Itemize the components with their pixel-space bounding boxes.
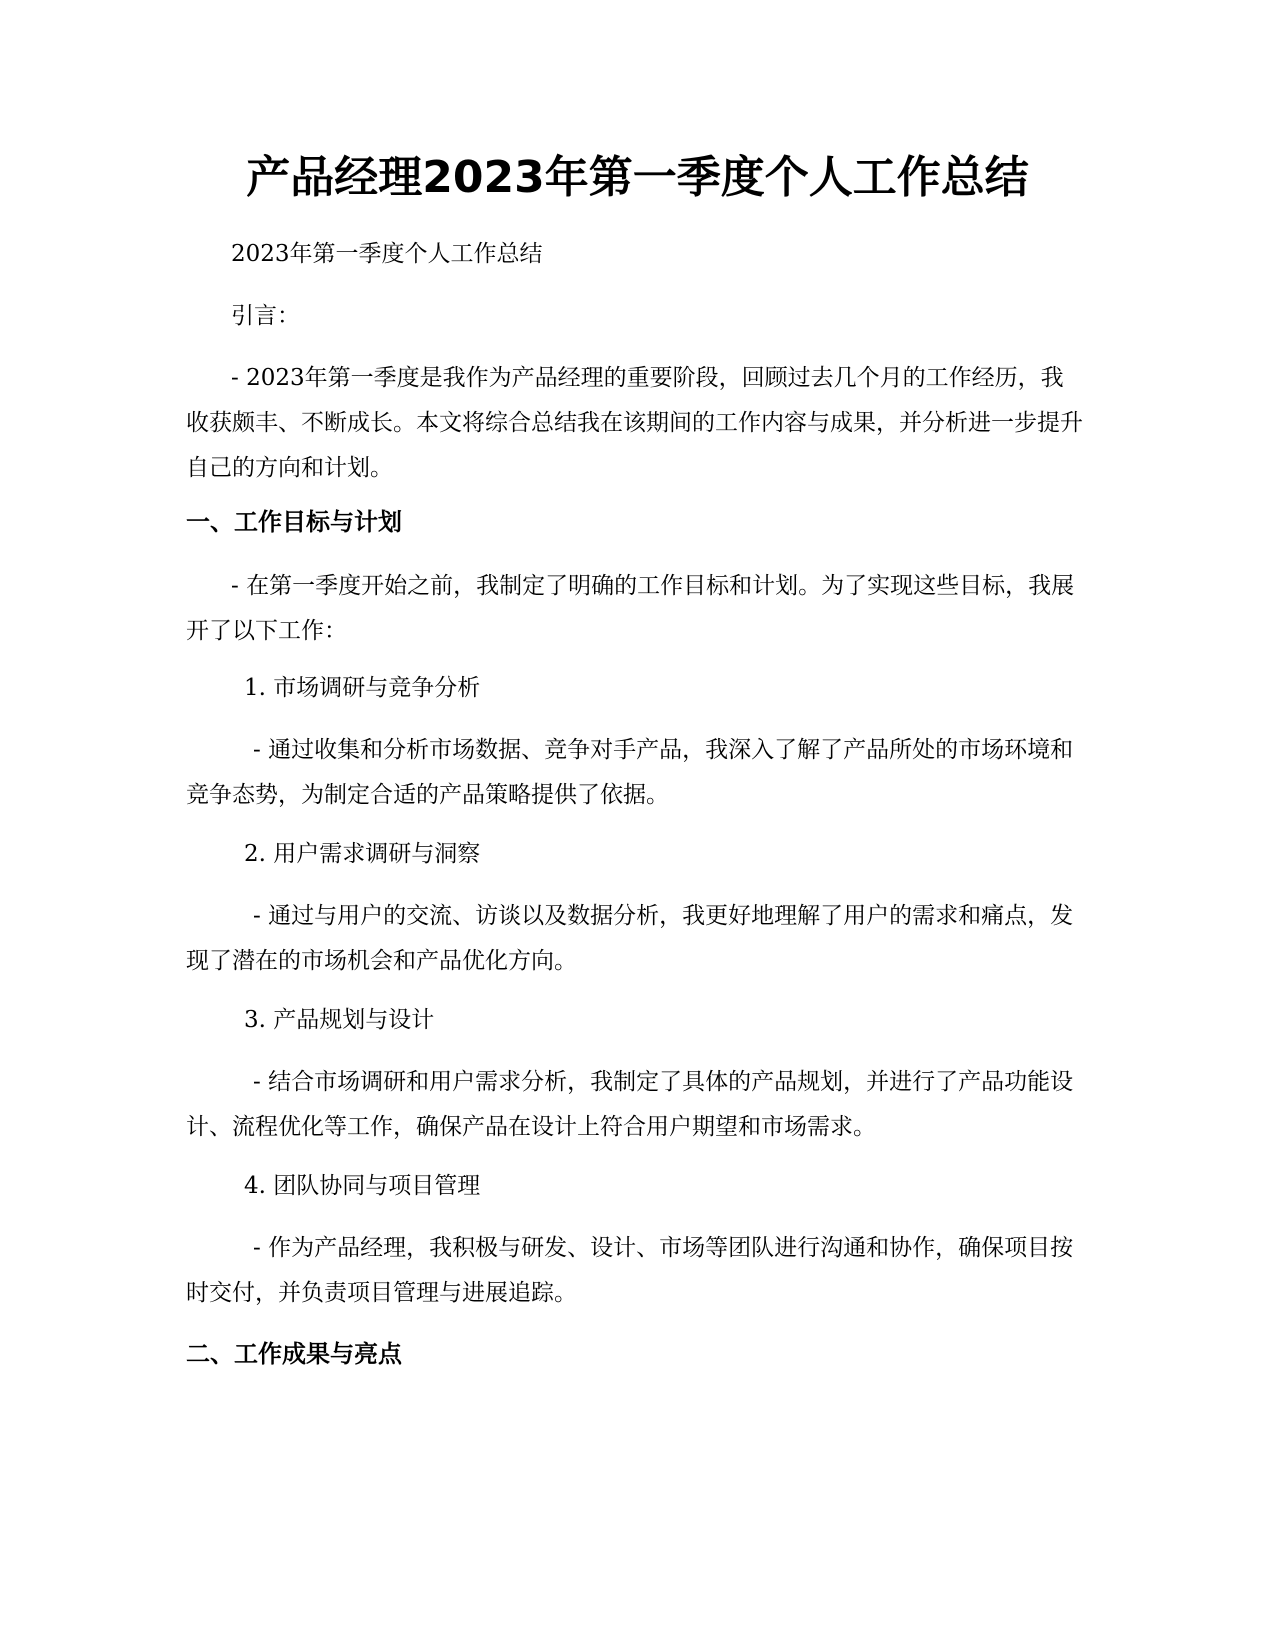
section1-heading: 一、工作目标与计划: [186, 508, 402, 536]
item4-text: - 作为产品经理，我积极与研发、设计、市场等团队进行沟通和协作，确保项目按时交付，并负责项目管理与进展追踪。: [186, 1235, 1074, 1306]
section2-heading: 二、工作成果与亮点: [186, 1340, 402, 1368]
section1-intro: - 在第一季度开始之前，我制定了明确的工作目标和计划。为了实现这些目标，我展开了以下工作：: [186, 573, 1075, 644]
item1-title: 1. 市场调研与竞争分析: [244, 675, 481, 701]
document-title: 产品经理2023年第一季度个人工作总结: [246, 152, 1029, 203]
intro-paragraph: - 2023年第一季度是我作为产品经理的重要阶段，回顾过去几个月的工作经历，我收获颇丰、不断成长。本文将综合总结我在该期间的工作内容与成果，并分析进一步提升自己的方向和计划。: [186, 365, 1083, 481]
item2-text: - 通过与用户的交流、访谈以及数据分析，我更好地理解了用户的需求和痛点，发现了潜在的市场机会和产品优化方向。: [186, 903, 1074, 974]
item4-title: 4. 团队协同与项目管理: [244, 1173, 481, 1199]
item2-title: 2. 用户需求调研与洞察: [244, 841, 481, 867]
item3-title: 3. 产品规划与设计: [244, 1007, 435, 1033]
item1-text: - 通过收集和分析市场数据、竞争对手产品，我深入了解了产品所处的市场环境和竞争态势，为制定合适的产品策略提供了依据。: [186, 737, 1074, 808]
intro-label: 引言：: [231, 303, 300, 329]
item3-text: - 结合市场调研和用户需求分析，我制定了具体的产品规划，并进行了产品功能设计、流程优化等工作，确保产品在设计上符合用户期望和市场需求。: [186, 1069, 1074, 1140]
document-subtitle: 2023年第一季度个人工作总结: [231, 241, 543, 267]
